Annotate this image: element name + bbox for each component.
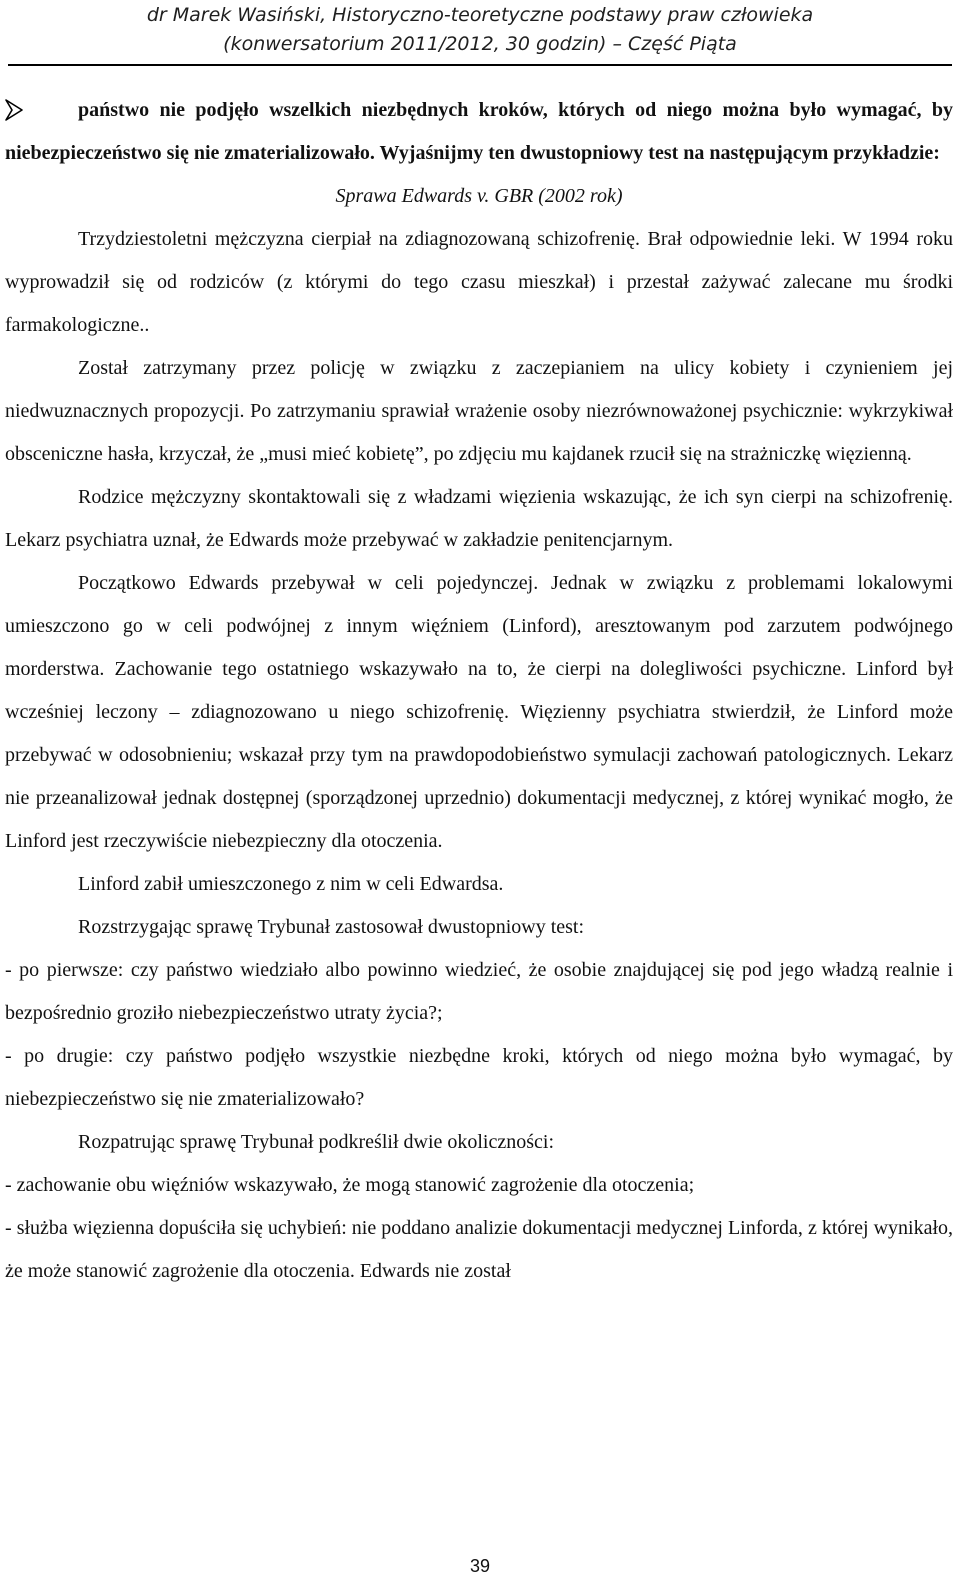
page-number: 39 <box>469 1556 491 1576</box>
paragraph-2: Został zatrzymany przez policję w związku z zaczepianiem na ulicy kobiety i czynieniem jej niedwuznacznych propozycji. Po zatrzymaniu sprawiał wrażenie osoby niezrównoważonej psychicznie: wykrzykiwał obsceniczne hasła, krzyczał, że „musi mieć kobietę”, po zdjęciu mu kajdanek rzucił się na strażniczkę więzienną. <box>5 357 953 465</box>
paragraph-3: Rodzice mężczyzny skontaktowali się z władzami więzienia wskazując, że ich syn cierpi na schizofrenię. Lekarz psychiatra uznał, że Edwards może przebywać w zakładzie penitencjarnym. <box>5 486 953 551</box>
header-line-2: (konwersatorium 2011/2012, 30 godzin) – Część Piąta <box>223 33 737 55</box>
page-header <box>0 0 960 66</box>
test-item-2: - po drugie: czy państwo podjęło wszystkie niezbędne kroki, których od niego można było wymagać, by niebezpieczeństwo się nie zmaterializowało? <box>5 1045 953 1110</box>
bullet-paragraph <box>5 89 953 175</box>
circumstance-2: - służba więzienna dopuściła się uchybień: nie poddano analizie dokumentacji medycznej Linforda, z której wynikało, że może stanowić zagrożenie dla otoczenia. Edwards nie został <box>5 1217 953 1282</box>
circumstances-intro: Rozpatrując sprawę Trybunał podkreślił dwie okoliczności: <box>78 1131 555 1153</box>
arrowhead-bullet-icon <box>5 99 23 121</box>
paragraph-5: Linford zabił umieszczonego z nim w celi Edwardsa. <box>78 873 504 895</box>
case-title: Sprawa Edwards v. GBR (2002 rok) <box>335 185 623 207</box>
test-item-1: - po pierwsze: czy państwo wiedziało albo powinno wiedzieć, że osobie znajdującej się pod jego władzą realnie i bezpośrednio groziło niebezpieczeństwo utraty życia?; <box>5 959 953 1024</box>
bullet-text: państwo nie podjęło wszelkich niezbędnych kroków, których od niego można było wymagać, by niebezpieczeństwo się nie zmaterializowało. Wyjaśnijmy ten dwustopniowy test na następującym przykładzie: <box>5 99 953 164</box>
document-body <box>5 89 953 1293</box>
header-rule <box>8 64 952 66</box>
circumstance-1: - zachowanie obu więźniów wskazywało, że mogą stanowić zagrożenie dla otoczenia; <box>5 1174 695 1196</box>
paragraph-4: Początkowo Edwards przebywał w celi pojedynczej. Jednak w związku z problemami lokalowymi umieszczono go w celi podwójnej z innym więźniem (Linford), aresztowanym pod zarzutem podwójnego morderstwa. Zachowanie tego ostatniego wskazywało na to, że cierpi na dolegliwości psychiczne. Linford był wcześniej leczony – zdiagnozowano u niego schizofrenię. Więzienny psychiatra stwierdził, że Linford może przebywać w odosobnieniu; wskazał przy tym na prawdopodobieństwo symulacji zachowań patologicznych. Lekarz nie przeanalizował jednak dostępnej (sporządzonej uprzednio) dokumentacji medycznej, z której wynikać mogło, że Linford jest rzeczywiście niebezpieczny dla otoczenia. <box>5 572 953 852</box>
paragraph-1: Trzydziestoletni mężczyzna cierpiał na zdiagnozowaną schizofrenię. Brał odpowiednie leki. W 1994 roku wyprowadził się od rodziców (z którymi do tego czasu mieszkał) i przestał zażywać zalecane mu środki farmakologiczne.. <box>5 228 953 336</box>
paragraph-6: Rozstrzygając sprawę Trybunał zastosował dwustopniowy test: <box>78 916 585 938</box>
header-line-1: dr Marek Wasiński, Historyczno-teoretyczne podstawy praw człowieka <box>146 4 814 26</box>
